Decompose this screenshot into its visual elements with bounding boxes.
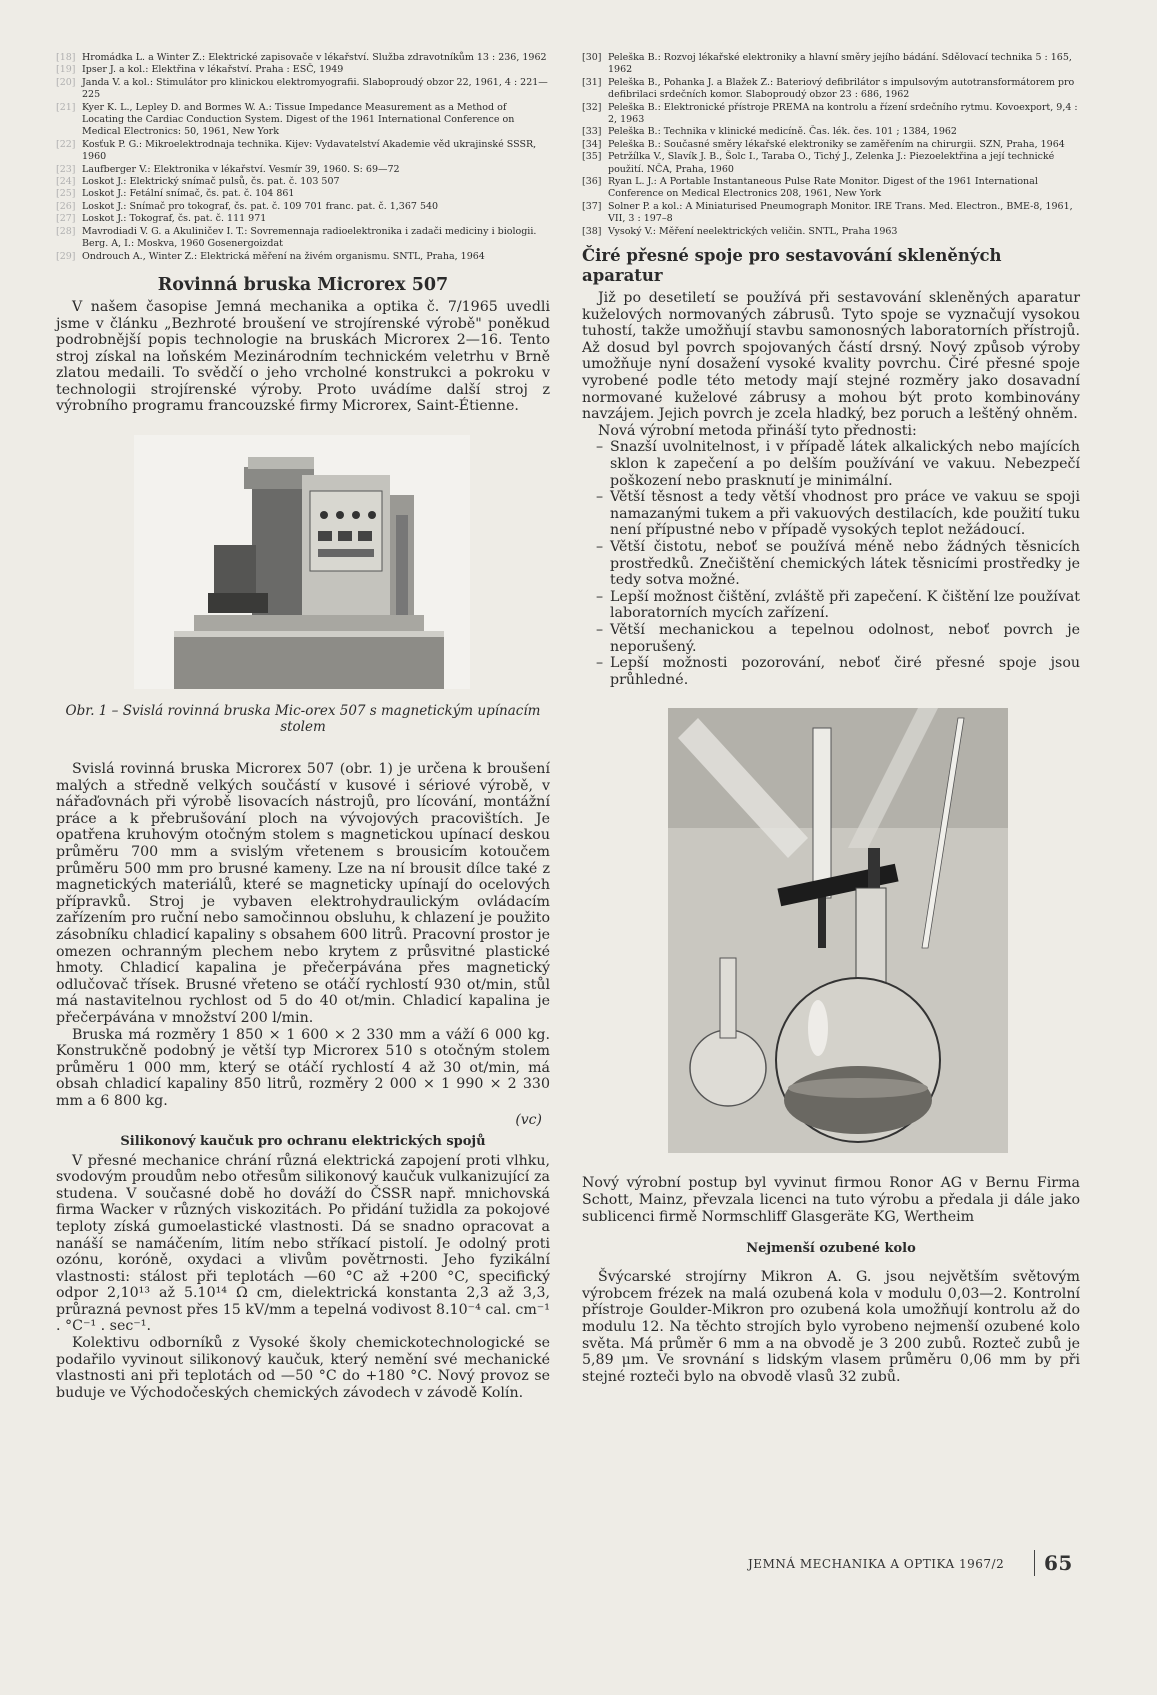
reference-text: Janda V. a kol.: Stimulátor pro klinickou elektromyografii. Slaboproudý obzor 22, 1961, 4 : 221—225 bbox=[82, 76, 548, 101]
advantage-item bbox=[582, 439, 1080, 489]
reference-text: Peleška B., Pohanka J. a Blažek Z.: Bateriový defibrilátor s impulsovým autotransformátorem pro defibrilaci srdečních komor. Slaboproudý obzor 23 : 686, 1962 bbox=[608, 76, 1075, 101]
article-para-silicone-1: V přesné mechanice chrání různá elektrická zapojení proti vlhku, svodovým proudům nebo otřesům silikonový kaučuk vulkanizující za studena. V současné době ho dováží do ČSSR např. mnichovská firma Wacker v různých viskozitách. Po přidání tužidla za pokojové teploty získá gumoelastické vlastnosti. Dá se snadno opracovat a nanáší se namáčením, litím nebo stříkací pistolí. Je odolný proti ozónu, koróně, oxydaci a vlivům povětrnosti. Jeho fyzikální vlastnosti: stálost při teplotách —60 °C až +200 °C, specifický odpor 2,10¹³ až 5.10¹⁴ Ω cm, dielektrická konstanta 2,3 až 3,3, průrazná pevnost přes 15 kV/mm a tepelná vodivost 8.10⁻⁴ cal. cm⁻¹ . °C⁻¹ . sec⁻¹. bbox=[56, 1152, 550, 1335]
article-para-microrex-1: Svislá rovinná bruska Microrex 507 (obr. 1) je určena k broušení malých a středně velkých součástí v kusové i sériové výrobě, v nářaďovnách při výrobě lisovacích nástrojů, pro lícování, montážní práce a k přebrušování ploch na vývojových pracovištích. Je opatřena kruhovým otočným stolem s magnetickou upínací deskou průměru 700 mm a svislým vřetenem s brousicím kotoučem průměru 500 mm pro brusné kameny. Lze na ní brousit dílce také z magnetických materiálů, které se magneticky upínají do ocelových přípravků. Stroj je vybaven elektrohydraulickým ovládacím zařízením pro ruční nebo samočinnou obsluhu, k chlazení je použito zásobníku chladicí kapaliny s obsahem 600 litrů. Pracovní prostor je omezen ochranným plechem nebo krytem z průsvitné plastické hmoty. Chladicí kapalina je přečerpávána přes magnetický odlučovač třísek. Brusné vřeteno se otáčí rychlostí 930 ot/min, stůl má nastavitelnou rychlost od 5 do 40 ot/min. Chladicí kapalina je přečerpávána v množství 200 l/min. bbox=[56, 761, 550, 1026]
advantage-item bbox=[582, 655, 1080, 688]
reference-item bbox=[56, 176, 550, 188]
reference-item bbox=[582, 226, 1080, 238]
reference-number: [25] bbox=[56, 188, 76, 200]
advantage-text: Lepší možnost čištění, zvláště při zapečení. K čištění lze používat laboratorních mycích zařízení. bbox=[610, 588, 1080, 622]
advantage-text: Větší těsnost a tedy větší vhodnost pro práce ve vakuu se spoji namazanými tukem a při vakuových destilacích, kde použití tuku není přípustné nebo v případě vysokých teplot nežádoucí. bbox=[610, 489, 1080, 539]
reference-text: Hromádka L. a Winter Z.: Elektrické zapisovače v lékařství. Služba zdravotníkům 13 : 236, 1962 bbox=[82, 52, 547, 63]
reference-item bbox=[582, 52, 1080, 77]
list-dash: – bbox=[596, 439, 604, 456]
advantages-list bbox=[582, 439, 1080, 688]
reference-text: Loskot J.: Elektrický snímač pulsů, čs. pat. č. 103 507 bbox=[82, 176, 340, 188]
reference-number: [34] bbox=[582, 138, 602, 150]
reference-text: Kyer K. L., Lepley D. and Bormes W. A.: Tissue Impedance Measurement as a Method of Locating the Cardiac Conduction System. Digest of the 1961 International Conference on Medical Electronics: 50, 1961, New York bbox=[82, 101, 515, 138]
reference-item bbox=[582, 139, 1080, 151]
reference-number: [21] bbox=[56, 101, 76, 113]
advantage-text: Větší mechanickou a tepelnou odolnost, neboť povrch je neporušený. bbox=[610, 621, 1080, 655]
reference-number: [24] bbox=[56, 176, 76, 188]
list-dash: – bbox=[596, 489, 604, 506]
reference-item bbox=[582, 102, 1080, 127]
figure-caption: Obr. 1 – Svislá rovinná bruska Mic-orex 507 s magnetickým upínacím stolem bbox=[65, 703, 541, 736]
glassware-illustration bbox=[668, 708, 1008, 1153]
reference-item bbox=[56, 139, 550, 164]
reference-item bbox=[56, 102, 550, 139]
reference-item bbox=[582, 201, 1080, 226]
author-signature: (vc) bbox=[515, 1111, 542, 1128]
reference-item bbox=[56, 77, 550, 102]
article-para-gear-1: Švýcarské strojírny Mikron A. G. jsou největším světovým výrobcem frézek na malá ozubená kola v modulu 0,03—2. Kontrolní přístroje Goulder-Mikron pro ozubená kola umožňují kontrolu až do modulu 12. Na těchto strojích bylo vyrobeno nejmenší ozubené kolo světa. Má průměr 6 mm a na obvodě je 3 200 zubů. Rozteč zubů je 5,89 μm. Ve srovnání s lidským vlasem průměru 0,06 mm by při stejné rozteči bylo na obvodě vlasů 32 zubů. bbox=[582, 1269, 1080, 1385]
reference-item bbox=[56, 201, 550, 213]
reference-item bbox=[56, 188, 550, 200]
left-column bbox=[56, 52, 550, 1401]
reference-item bbox=[582, 126, 1080, 138]
reference-number: [19] bbox=[56, 64, 76, 76]
right-column bbox=[582, 52, 1080, 1385]
advantage-item bbox=[582, 489, 1080, 539]
article-para-glass-3: Nový výrobní postup byl vyvinut firmou Ronor AG v Bernu Firma Schott, Mainz, převzala licenci na tuto výrobu a předala ji dále jako sublicenci firmě Normschliff Glasgeräte KG, Wertheim bbox=[582, 1175, 1080, 1225]
reference-item bbox=[582, 77, 1080, 102]
reference-item bbox=[582, 176, 1080, 201]
journal-name: JEMNÁ MECHANIKA A OPTIKA 1967/2 bbox=[748, 1557, 1005, 1571]
grinder-illustration bbox=[134, 435, 470, 689]
advantage-text: Větší čistotu, neboť se používá méně nebo žádných těsnicích prostředků. Znečištění chemických látek těsnicími prostředky je tedy sotva možné. bbox=[610, 539, 1080, 589]
reference-text: Peleška B.: Elektronické přístroje PREMA na kontrolu a řízení srdečního rytmu. Kovoexport, 9,4 : 2, 1963 bbox=[608, 101, 1078, 126]
reference-text: Peleška B.: Rozvoj lékařské elektroniky a hlavní směry jejího bádání. Sdělovací technika 5 : 165, 1962 bbox=[608, 52, 1072, 76]
reference-number: [27] bbox=[56, 213, 76, 225]
reference-text: Mavrodiadi V. G. a Akuliničev I. T.: Sovremennaja radioelektronika i zadači mediciny i biologii. Berg. A, I.: Moskva, 1960 Gosenergoizdat bbox=[82, 225, 537, 250]
reference-item bbox=[56, 64, 550, 76]
reference-number: [31] bbox=[582, 76, 602, 88]
article-para-glass-2: Nová výrobní metoda přináší tyto přednosti: bbox=[598, 422, 917, 439]
article-title-silicone: Silikonový kaučuk pro ochranu elektrických spojů bbox=[120, 1133, 486, 1149]
list-dash: – bbox=[596, 655, 604, 672]
reference-text: Loskot J.: Snímač pro tokograf, čs. pat. č. 109 701 franc. pat. č. 1,367 540 bbox=[82, 200, 439, 212]
reference-number: [18] bbox=[56, 52, 76, 63]
reference-number: [36] bbox=[582, 176, 602, 188]
reference-text: Loskot J.: Fetální snímač, čs. pat. č. 104 861 bbox=[82, 188, 295, 200]
advantage-item bbox=[582, 589, 1080, 622]
advantage-item bbox=[582, 622, 1080, 655]
footer-separator bbox=[1034, 1550, 1035, 1576]
reference-item bbox=[56, 213, 550, 225]
article-para-silicone-2: Kolektivu odborníků z Vysoké školy chemickotechnologické se podařilo vyvinout silikonový kaučuk, který nemění své mechanické vlastnosti ani při teplotách od —50 °C do +180 °C. Nový provoz se buduje ve Východočeských chemických závodech v závodě Kolín. bbox=[56, 1335, 550, 1401]
reference-number: [26] bbox=[56, 200, 76, 212]
article-intro-microrex: V našem časopise Jemná mechanika a optika č. 7/1965 uvedli jsme v článku „Bezhroté broušení ve strojírenské výrobě" poněkud podrobnější popis technologie na bruskách Microrex 2—16. Tento stroj získal na loňském Mezinárodním technickém veletrhu v Brně zlatou medaili. To svědčí o jeho vrcholné konstrukci a pokroku v technologii strojírenské výroby. Proto uvádíme další stroj z výrobního programu francouzské firmy Microrex, Saint-Étienne. bbox=[56, 298, 550, 415]
article-para-microrex-2: Bruska má rozměry 1 850 × 1 600 × 2 330 mm a váží 6 000 kg. Konstrukčně podobný je větší typ Microrex 510 s otočným stolem průměru 1 000 mm, který se otáčí rychlostí 4 až 30 ot/min, má obsah chladicí kapaliny 850 litrů, rozměry 2 000 × 1 990 × 2 330 mm a 6 800 kg. bbox=[56, 1026, 550, 1109]
reference-item bbox=[56, 164, 550, 176]
reference-item bbox=[56, 52, 550, 64]
reference-text: Peleška B.: Současné směry lékařské elektroniky se zaměřením na chirurgii. SZN, Praha, 1964 bbox=[608, 138, 1065, 150]
article-title-microrex: Rovinná bruska Microrex 507 bbox=[157, 274, 449, 295]
page-number: 65 bbox=[1044, 1551, 1073, 1575]
reference-text: Ryan L. J.: A Portable Instantaneous Pulse Rate Monitor. Digest of the 1961 International Conference on Medical Electronics 208, 1961, New York bbox=[608, 176, 1038, 200]
reference-number: [33] bbox=[582, 126, 602, 138]
advantage-item bbox=[582, 539, 1080, 589]
reference-number: [23] bbox=[56, 163, 76, 175]
article-para-glass-1: Již po desetiletí se používá při sestavování skleněných aparatur kuželových normovaných zábrusů. Tyto spoje se vyznačují vysokou tuhostí, takže umožňují stavbu samonosných laboratorních přístrojů. Až dosud byl povrch spojovaných částí drsný. Nový způsob výroby umožňuje nyní dosažení vysoké kvality povrchu. Čiré přesné spoje vyrobené podle této metody mají stejné rozměry jako dosavadní normované kuželové zábrusy a mohou být proto kombinovány navzájem. Jejich povrch je zcela hladký, bez poruch a leštěný ohněm. bbox=[582, 290, 1080, 423]
article-title-gear: Nejmenší ozubené kolo bbox=[746, 1241, 916, 1257]
reference-text: Loskot J.: Tokograf, čs. pat. č. 111 971 bbox=[82, 213, 267, 225]
reference-number: [35] bbox=[582, 151, 602, 163]
reference-text: Vysoký V.: Měření neelektrických veličin. SNTL, Praha 1963 bbox=[608, 225, 898, 237]
reference-number: [37] bbox=[582, 200, 602, 212]
reference-text: Laufberger V.: Elektronika v lékařství. Vesmír 39, 1960. S: 69—72 bbox=[82, 163, 400, 175]
advantage-text: Lepší možnosti pozorování, neboť čiré přesné spoje jsou průhledné. bbox=[610, 655, 1080, 688]
advantage-text: Snazší uvolnitelnost, i v případě látek alkalických nebo majících sklon k zapečení a po delším používání ve vakuu. Nebezpečí poškození nebo prasknutí je minimální. bbox=[610, 439, 1080, 489]
reference-list-right bbox=[582, 52, 1080, 238]
reference-number: [20] bbox=[56, 76, 76, 88]
reference-number: [22] bbox=[56, 138, 76, 150]
reference-text: Petržílka V., Slavík J. B., Šolc I., Taraba O., Tichý J., Zelenka J.: Piezoelektřina a její technické použití. NČA, Praha, 1960 bbox=[608, 151, 1055, 175]
reference-text: Solner P. a kol.: A Miniaturised Pneumograph Monitor. IRE Trans. Med. Electron., BME-8, 1961, VII, 3 : 197–8 bbox=[608, 200, 1073, 225]
reference-text: Kosťuk P. G.: Mikroelektrodnaja technika. Kijev: Vydavatelství Akademie věd ukrajinské SSSR, 1960 bbox=[82, 138, 537, 163]
reference-list-left bbox=[56, 52, 550, 263]
reference-item bbox=[56, 251, 550, 263]
reference-item bbox=[56, 226, 550, 251]
article-title-glass-joints: Čiré přesné spoje pro sestavování skleněných aparatur bbox=[582, 246, 1002, 286]
reference-number: [28] bbox=[56, 225, 76, 237]
figure-grinder bbox=[56, 435, 550, 735]
reference-number: [29] bbox=[56, 250, 76, 262]
grinder-photo bbox=[134, 435, 470, 689]
list-dash: – bbox=[596, 588, 604, 605]
reference-text: Peleška B.: Technika v klinické medicíně. Čas. lék. čes. 101 ; 1384, 1962 bbox=[608, 126, 957, 138]
glassware-photo bbox=[668, 708, 1008, 1153]
reference-number: [30] bbox=[582, 52, 602, 63]
list-dash: – bbox=[596, 539, 604, 555]
reference-number: [32] bbox=[582, 101, 602, 113]
reference-number: [38] bbox=[582, 225, 602, 237]
reference-item bbox=[582, 151, 1080, 176]
list-dash: – bbox=[596, 621, 604, 638]
reference-text: Ondrouch A., Winter Z.: Elektrická měření na živém organismu. SNTL, Praha, 1964 bbox=[82, 250, 485, 262]
reference-text: Ipser J. a kol.: Elektřina v lékařství. Praha : ESČ, 1949 bbox=[82, 64, 344, 76]
